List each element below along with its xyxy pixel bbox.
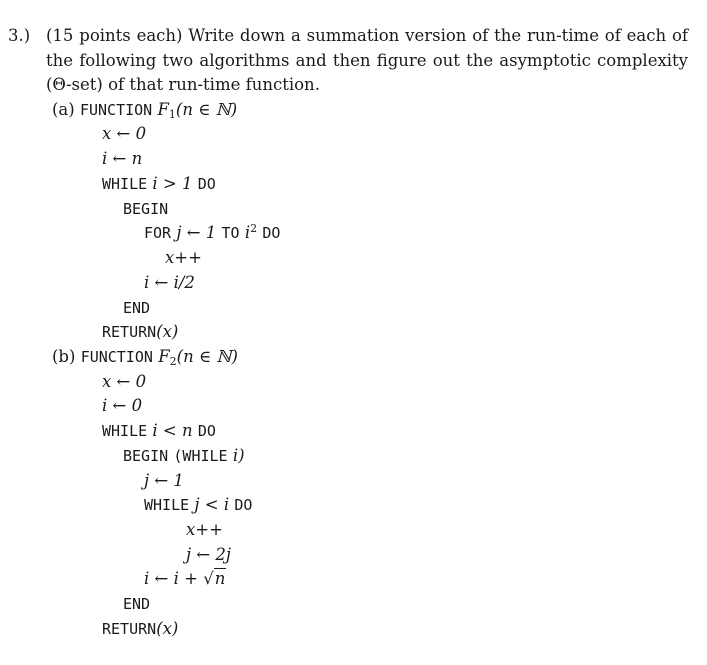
do-keyword: DO	[262, 224, 281, 242]
for-keyword: FOR	[144, 224, 172, 242]
b-inner-while-line	[144, 495, 252, 515]
while-condition: i > 1	[152, 174, 193, 193]
inner-while-keyword: WHILE	[144, 496, 190, 514]
return-keyword: RETURN	[102, 620, 157, 638]
b-return-line	[102, 619, 178, 639]
b-begin-line	[123, 446, 245, 466]
to-keyword: TO	[221, 224, 240, 242]
a-for-line	[144, 223, 280, 243]
while-keyword: WHILE	[102, 422, 148, 440]
sqrt-symbol: √n	[203, 569, 226, 588]
b-x-increment: x++	[186, 520, 223, 539]
a-while-line	[102, 174, 216, 194]
a-x-init: x ← 0	[102, 124, 147, 143]
a-i-update: i ← i/2	[144, 273, 195, 292]
for-bound: i	[244, 223, 251, 242]
problem-number: 3.)	[8, 26, 31, 45]
b-i-init: i ← 0	[102, 396, 143, 415]
function-arg: (n ∈ ℕ)	[176, 347, 238, 366]
do-keyword: DO	[197, 175, 216, 193]
a-i-init: i ← n	[102, 149, 143, 168]
function-arg: (n ∈ ℕ)	[175, 100, 238, 119]
b-end: END	[123, 595, 151, 613]
part-b-header	[52, 347, 238, 367]
part-b-label: (b)	[52, 347, 76, 366]
function-keyword: FUNCTION	[80, 348, 153, 366]
inner-do-keyword: DO	[234, 496, 253, 514]
a-x-increment: x++	[165, 248, 202, 267]
function-subscript: 1	[168, 108, 176, 121]
begin-comment-keyword: (WHILE	[173, 447, 228, 465]
return-arg: (x)	[156, 322, 179, 341]
return-arg: (x)	[156, 619, 179, 638]
a-return-line	[102, 322, 178, 342]
part-a-label: (a)	[52, 100, 75, 119]
for-variable: j ← 1	[176, 223, 217, 242]
for-bound-exponent: 2	[250, 222, 258, 235]
problem-statement	[8, 24, 688, 98]
return-keyword: RETURN	[102, 323, 157, 341]
b-j-init: j ← 1	[144, 471, 184, 490]
function-name: F	[158, 347, 170, 366]
b-j-update: j ← 2j	[186, 545, 232, 564]
b-while-line	[102, 421, 216, 441]
while-keyword: WHILE	[102, 175, 148, 193]
inner-while-condition: j < i	[194, 495, 230, 514]
b-x-init: x ← 0	[102, 372, 147, 391]
function-name: F	[157, 100, 169, 119]
problem-text: (15 points each) Write down a summation version of the run-time of each of the following two algorithms and then figure out the asymptotic complexity (Θ-set) of that run-time function.	[46, 26, 688, 94]
a-end: END	[123, 299, 151, 317]
do-keyword: DO	[197, 422, 216, 440]
begin-keyword: BEGIN	[123, 447, 169, 465]
part-a-header	[52, 100, 237, 120]
i-update-prefix: i ← i +	[144, 569, 204, 588]
b-i-update	[144, 569, 226, 589]
function-subscript: 2	[169, 355, 177, 368]
a-begin: BEGIN	[123, 200, 169, 218]
function-keyword: FUNCTION	[79, 101, 153, 119]
begin-comment-var: i)	[232, 446, 245, 465]
while-condition: i < n	[152, 421, 193, 440]
sqrt-argument: n	[214, 569, 226, 588]
